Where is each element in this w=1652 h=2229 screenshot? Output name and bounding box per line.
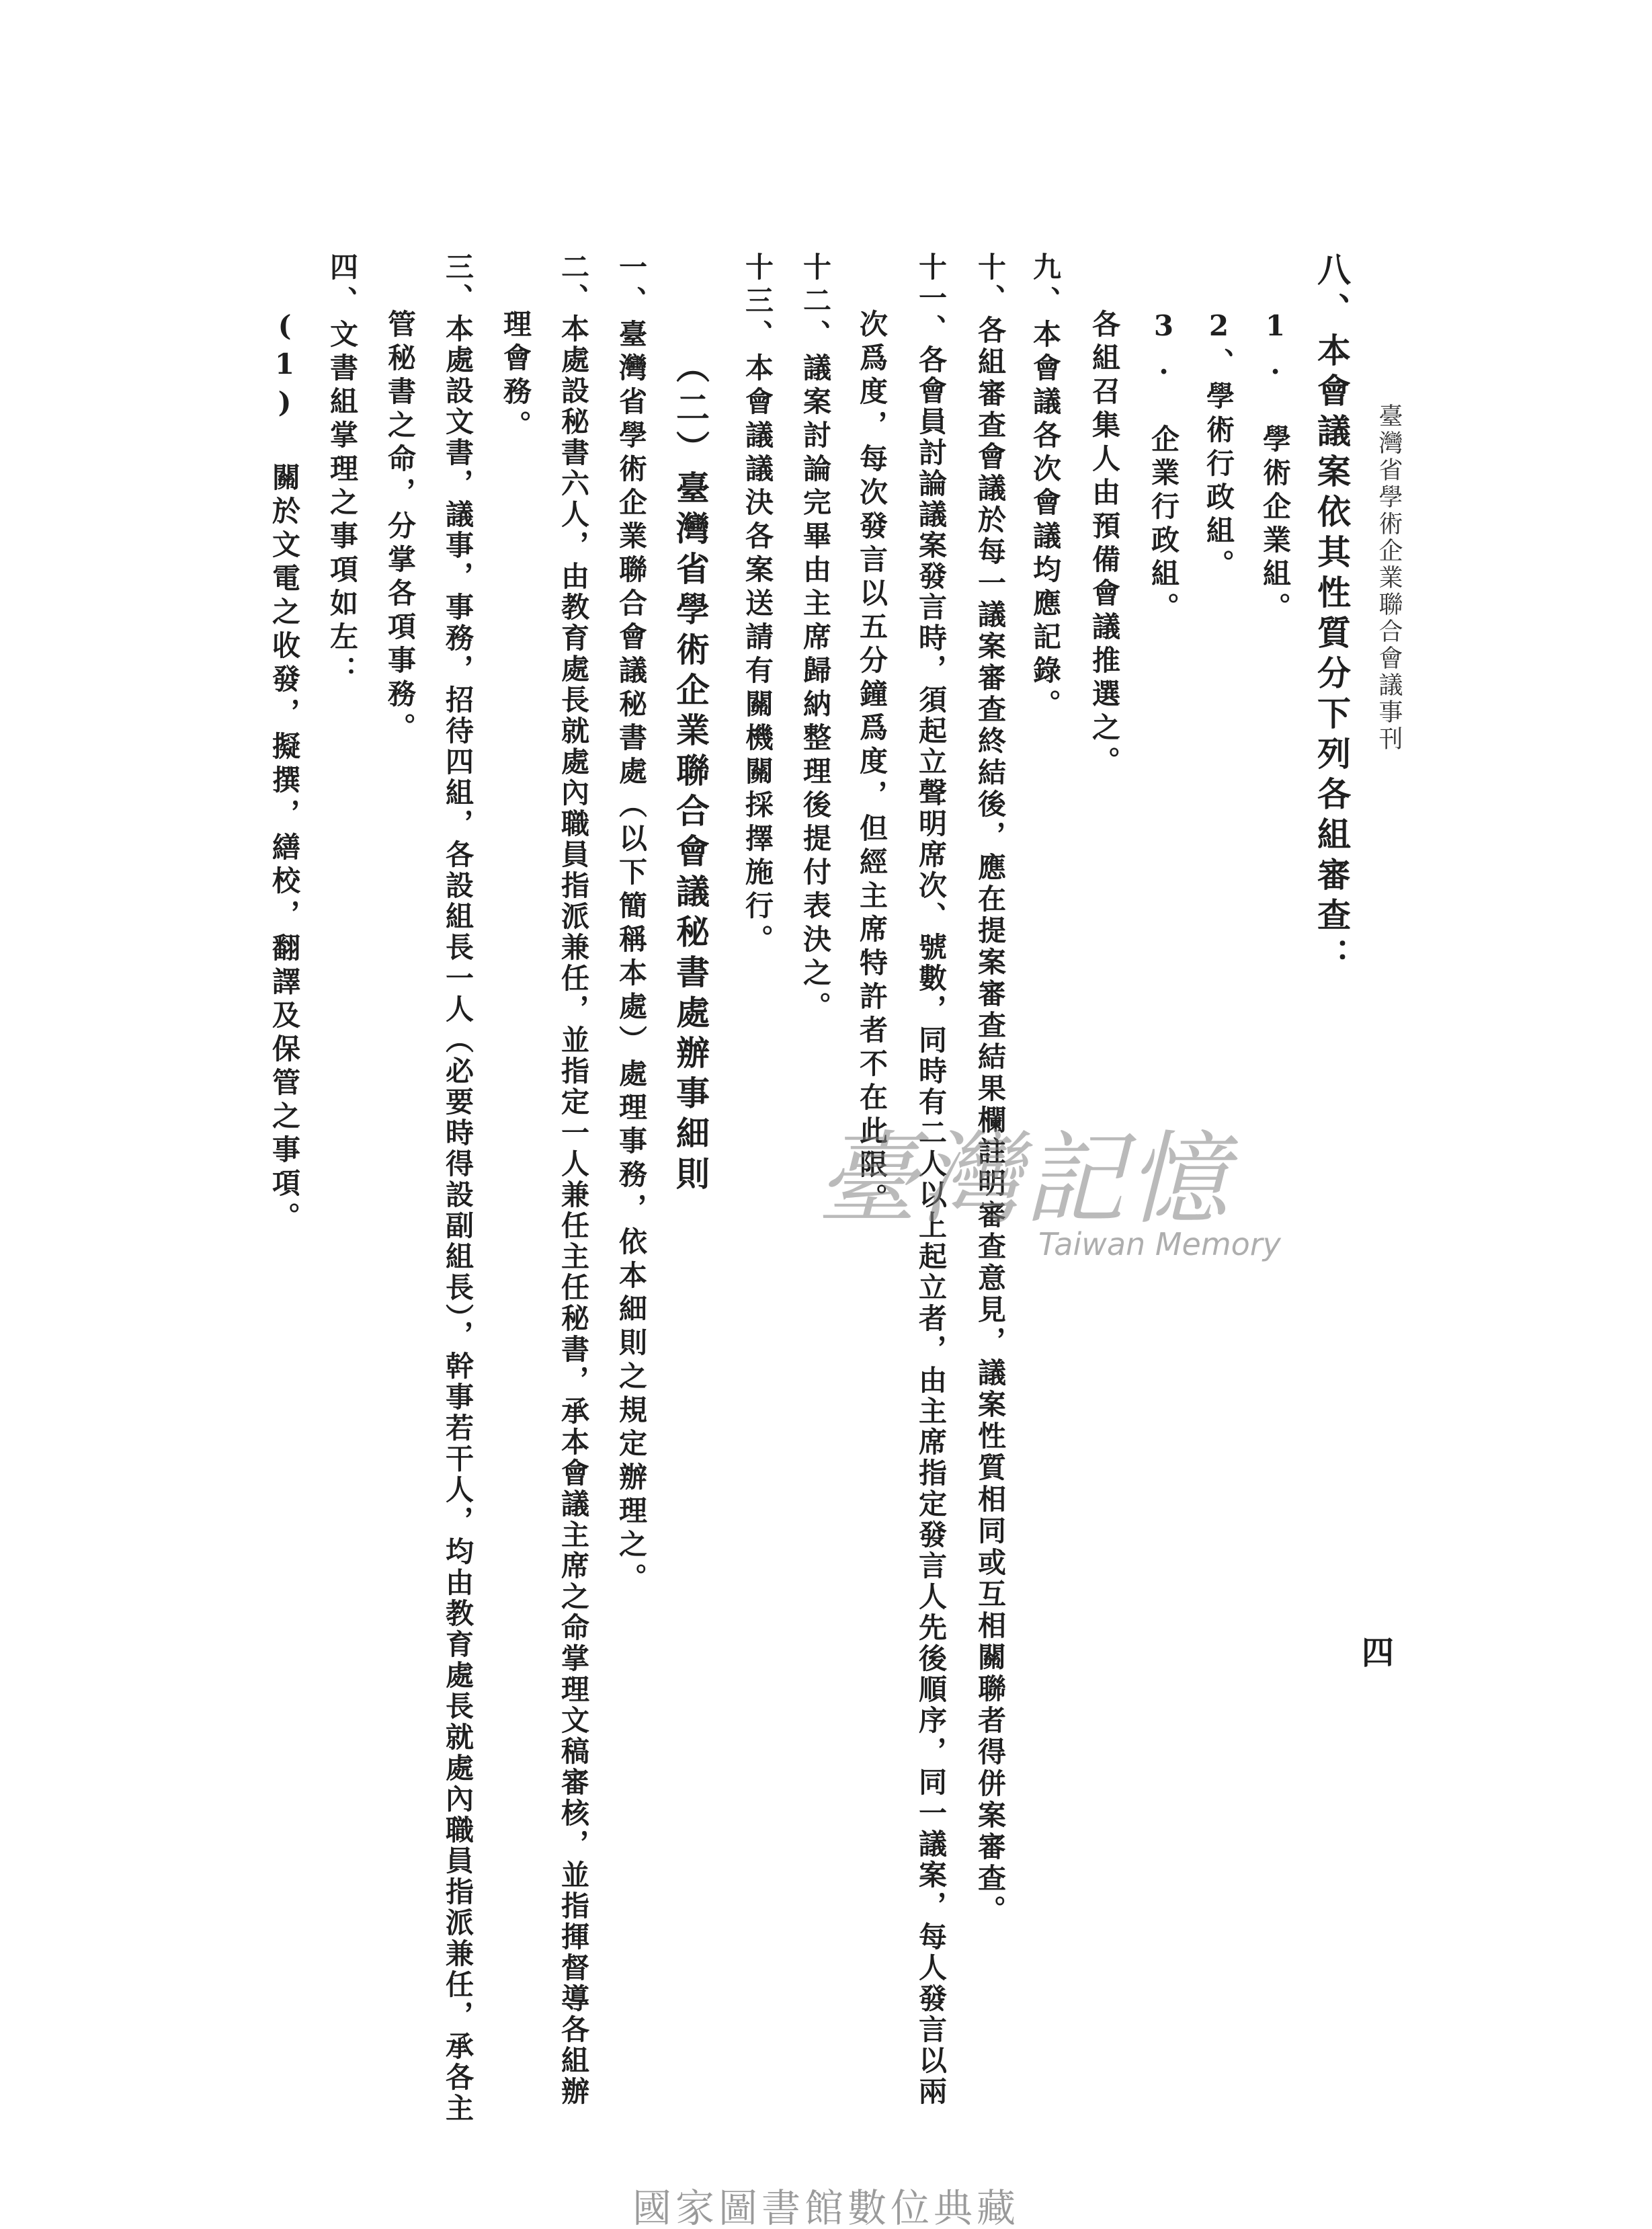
text-column: 八、本會議案依其性質分下列各組審查： (1312, 252, 1352, 978)
section-title: （二）臺灣省學術企業聯合會議秘書處辦事細則 (671, 350, 710, 1197)
text-column: 十三、本會議議決各案送請有關機關採擇施行。 (741, 252, 774, 958)
text-column: 三、本處設文書，議事，事務，招待四組，各設組長一人（必要時得設副組長），幹事若干人，均由教育處長就處內職員指派兼任，承各主 (442, 252, 474, 2124)
footer-collection-credit: 國家圖書館數位典藏 (632, 2185, 1020, 2229)
text-column: 二、本處設秘書六人，由教育處長就處內職員指派兼任，並指定一人兼任主任秘書，承本會議主席之命掌理文稿審核，並指揮督導各組辦 (557, 252, 590, 2107)
text-column: 1. 學術企業組。 (1259, 309, 1292, 626)
text-column: 次爲度，每次發言以五分鐘爲度，但經主席特許者不在此限。 (856, 309, 889, 1217)
text-column: 四、文書組掌理之事項如左： (326, 252, 359, 689)
running-header: 臺灣省學術企業聯合會議事刊 (1375, 403, 1403, 753)
text-column: 管秘書之命，分掌各項事務。 (384, 309, 417, 746)
text-column: 九、本會議各次會議均應記錄。 (1029, 252, 1062, 723)
text-column: 理會務。 (499, 309, 532, 444)
watermark-chinese: 臺灣記憶 (817, 1121, 1231, 1238)
text-column: 十、各組審查會議於每一議案審查終結後，應在提案審查結果欄註明審查意見，議案性質相同或互相關聯者得併案審查。 (974, 252, 1007, 1927)
page-number: 四 (1362, 1634, 1395, 1672)
text-column: 十二、議案討論完畢由主席歸納整理後提付表決之。 (799, 252, 832, 1025)
watermark-english: Taiwan Memory (1038, 1226, 1281, 1262)
text-column: 十一、各會員討論議案發言時，須起立聲明席次、號數，同時有二人以上起立者，由主席指定發言人先後順序，同一議案，每人發言以兩 (915, 252, 948, 2107)
text-column: 3. 企業行政組。 (1147, 309, 1180, 626)
watermark (817, 1121, 1300, 1262)
text-column: (1) 關於文電之收發，擬撰，繕校，翻譯及保管之事項。 (268, 309, 301, 1235)
text-column: 2、學術行政組。 (1202, 309, 1235, 583)
text-column: 各組召集人由預備會議推選之。 (1088, 309, 1121, 780)
text-column: 一、臺灣省學術企業聯合會議秘書處（以下簡稱本處）處理事務，依本細則之規定辦理之。 (615, 252, 648, 1596)
